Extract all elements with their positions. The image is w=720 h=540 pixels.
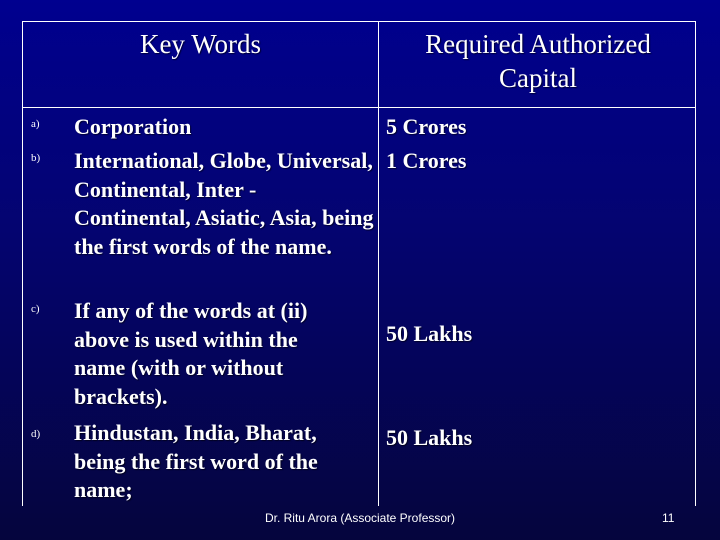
- header-key-words: Key Words: [139, 29, 262, 59]
- item-capital-b: 1 Crores: [386, 148, 467, 173]
- footer-author: Dr. Ritu Arora (Associate Professor): [264, 511, 456, 525]
- item-marker-a: a): [31, 118, 40, 130]
- item-keyword-a: Corporation: [74, 114, 192, 139]
- item-keyword-b: International, Globe, Universal, Continental, Inter - Continental, Asiatic, Asia, being the first words of the name.: [74, 148, 374, 259]
- header-divider: [23, 107, 695, 108]
- page-number: 11: [662, 511, 675, 525]
- item-keyword-c: If any of the words at (ii) above is used within the name (with or without brackets).: [74, 298, 308, 409]
- item-capital-a: 5 Crores: [386, 114, 467, 139]
- item-keyword-d: Hindustan, India, Bharat, being the first word of the name;: [74, 420, 318, 502]
- item-capital-d: 50 Lakhs: [386, 425, 473, 450]
- item-capital-c: 50 Lakhs: [386, 321, 473, 346]
- header-required-capital: Required Authorized Capital: [425, 29, 651, 93]
- item-marker-b: b): [31, 152, 41, 164]
- item-marker-d: d): [31, 428, 41, 440]
- item-marker-c: c): [31, 303, 40, 315]
